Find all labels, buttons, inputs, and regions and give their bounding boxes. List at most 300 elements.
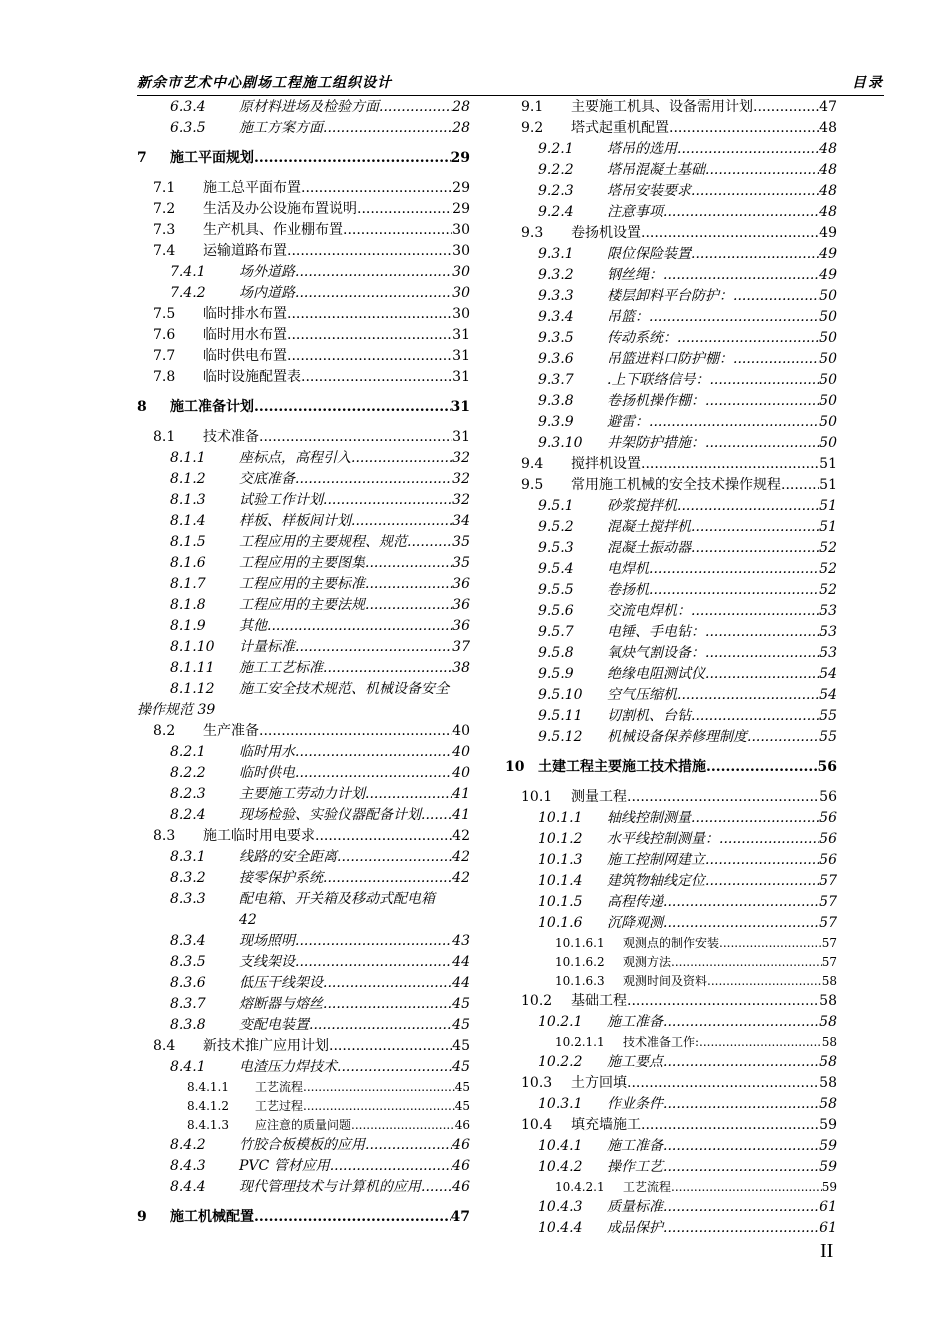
toc-entry-number: 6.3.4 — [170, 99, 206, 115]
toc-entry[interactable] — [505, 787, 837, 808]
toc-entry[interactable] — [137, 199, 470, 220]
toc-entry-title: 主要施工机具、设备需用计划 — [571, 99, 753, 115]
toc-entry[interactable] — [137, 616, 470, 637]
toc-leader-dots — [641, 1115, 819, 1136]
toc-page-number: 31 — [452, 327, 470, 343]
toc-entry-title: 运输道路布置 — [203, 243, 287, 259]
toc-entry-title: 主要施工劳动力计划 — [239, 786, 365, 802]
toc-entry[interactable] — [505, 370, 837, 391]
toc-entry-number: 8.2.1 — [170, 744, 206, 760]
toc-entry-number: 8.1.4 — [170, 513, 206, 529]
toc-entry[interactable] — [137, 325, 470, 346]
toc-entry[interactable] — [137, 595, 470, 616]
toc-entry[interactable] — [505, 829, 837, 850]
toc-entry[interactable] — [505, 412, 837, 433]
toc-entry[interactable] — [137, 742, 470, 763]
toc-entry-title: 施工准备 — [607, 1014, 663, 1030]
toc-entry[interactable] — [505, 757, 837, 778]
toc-entry-number: 8.2.4 — [170, 807, 206, 823]
toc-entry[interactable] — [505, 580, 837, 601]
toc-leader-dots — [323, 868, 452, 889]
toc-leader-dots — [709, 370, 819, 391]
toc-leader-dots — [337, 847, 452, 868]
toc-entry[interactable] — [137, 763, 470, 784]
document-title: 新余市艺术中心剧场工程施工组织设计 — [137, 75, 392, 91]
toc-page-number: 36 — [452, 618, 470, 634]
toc-page-number: 28 — [452, 99, 470, 115]
toc-entry-number: 8 — [137, 399, 147, 415]
toc-entry-title: 机械设备保养修理制度 — [607, 729, 747, 745]
toc-page-number: 58 — [821, 1035, 837, 1049]
toc-entry[interactable] — [505, 934, 837, 953]
toc-entry[interactable] — [137, 532, 470, 553]
toc-entry-number: 10.4 — [521, 1117, 553, 1133]
toc-entry-title: 场内道路 — [239, 285, 295, 301]
toc-entry-title: 建筑物轴线定位 — [607, 873, 705, 889]
toc-entry[interactable] — [505, 1157, 837, 1178]
toc-entry[interactable] — [505, 1052, 837, 1073]
toc-page-number: 30 — [452, 306, 470, 322]
toc-entry[interactable] — [137, 469, 470, 490]
toc-entry-title: 填充墙施工 — [571, 1117, 641, 1133]
toc-entry-number: 10.3 — [521, 1075, 553, 1091]
toc-page-number: 61 — [819, 1199, 837, 1215]
toc-entry-number: 8.3.8 — [170, 1017, 206, 1033]
toc-entry-number: 9.5.3 — [538, 540, 574, 556]
toc-entry-number: 7.8 — [153, 369, 176, 385]
toc-entry-title: 场外道路 — [239, 264, 295, 280]
toc-page-number: 31 — [452, 369, 470, 385]
toc-entry-title: 塔式起重机配置 — [571, 120, 669, 136]
toc-entry-title: 井架防护措施： — [607, 435, 705, 451]
toc-entry[interactable] — [137, 1156, 470, 1177]
toc-entry-title: .上下联络信号： — [607, 372, 710, 388]
toc-entry-number: 9.3.1 — [538, 246, 574, 262]
toc-entry[interactable] — [505, 454, 837, 475]
toc-entry[interactable] — [137, 1207, 470, 1228]
toc-entry[interactable] — [137, 574, 470, 595]
toc-leader-dots — [649, 580, 819, 601]
toc-entry-title: 竹胶合板模板的应用 — [239, 1137, 365, 1153]
toc-leader-dots — [330, 1156, 452, 1177]
toc-entry[interactable] — [137, 490, 470, 511]
toc-leader-dots — [323, 118, 452, 139]
toc-entry-number: 8.4 — [153, 1038, 176, 1054]
toc-page-number: 57 — [819, 894, 837, 910]
toc-entry-title: 高程传递 — [607, 894, 663, 910]
toc-entry[interactable] — [137, 994, 470, 1015]
toc-entry-title: 避雷： — [607, 414, 649, 430]
toc-entry[interactable] — [137, 973, 470, 994]
toc-leader-dots — [663, 202, 819, 223]
toc-entry-title: 熔断器与熔丝 — [239, 996, 323, 1012]
toc-entry-title: 操作工艺 — [607, 1159, 663, 1175]
toc-entry[interactable] — [505, 685, 837, 706]
toc-entry[interactable] — [505, 1094, 837, 1115]
toc-entry[interactable] — [505, 1073, 837, 1094]
toc-entry[interactable] — [505, 118, 837, 139]
toc-leader-dots — [323, 490, 452, 511]
toc-entry[interactable] — [137, 721, 470, 742]
toc-page-number: 35 — [452, 555, 470, 571]
toc-leader-dots — [337, 1057, 452, 1078]
toc-leader-dots — [705, 433, 819, 454]
toc-page-number: 31 — [452, 348, 470, 364]
toc-page-number: 45 — [452, 1038, 470, 1054]
toc-entry[interactable] — [505, 202, 837, 223]
toc-entry-title: 卷扬机操作棚： — [607, 393, 705, 409]
toc-leader-dots — [323, 658, 452, 679]
toc-entry[interactable] — [137, 679, 470, 721]
toc-entry[interactable] — [505, 517, 837, 538]
toc-page-number: 53 — [819, 624, 837, 640]
toc-entry-number: 9.5.1 — [538, 498, 574, 514]
header-rule — [137, 95, 884, 96]
toc-leader-dots — [421, 805, 452, 826]
toc-entry-title: 质量标准 — [607, 1199, 663, 1215]
toc-leader-dots — [707, 972, 822, 991]
toc-entry-number: 9.5.4 — [538, 561, 574, 577]
toc-page-number: 50 — [819, 288, 837, 304]
toc-page-number: 50 — [819, 351, 837, 367]
toc-leader-dots — [343, 220, 452, 241]
toc-entry[interactable] — [505, 433, 837, 454]
toc-entry-title: 钢丝绳： — [607, 267, 663, 283]
toc-entry[interactable] — [505, 391, 837, 412]
toc-entry-number: 7.2 — [153, 201, 176, 217]
toc-entry-number: 9.3.6 — [538, 351, 574, 367]
toc-page-number: 51 — [819, 477, 837, 493]
toc-leader-dots — [357, 199, 452, 220]
toc-page-number: 28 — [452, 120, 470, 136]
toc-entry[interactable] — [137, 304, 470, 325]
toc-entry[interactable] — [137, 397, 470, 418]
toc-entry[interactable] — [137, 448, 470, 469]
toc-entry[interactable] — [137, 118, 470, 139]
toc-entry-number: 9.5.10 — [538, 687, 583, 703]
toc-entry[interactable] — [137, 826, 470, 847]
toc-entry[interactable] — [505, 643, 837, 664]
toc-page-number: 30 — [452, 285, 470, 301]
toc-entry[interactable] — [137, 511, 470, 532]
toc-page-number: 48 — [819, 162, 837, 178]
toc-entry[interactable] — [137, 1177, 470, 1198]
toc-entry-number: 9.5.12 — [538, 729, 583, 745]
toc-leader-dots — [295, 262, 452, 283]
toc-entry-title: 生活及办公设施布置说明 — [203, 201, 357, 217]
toc-entry[interactable] — [137, 1036, 470, 1057]
toc-entry-title: 卷扬机 — [607, 582, 649, 598]
toc-leader-dots — [323, 994, 452, 1015]
toc-entry[interactable] — [505, 1218, 837, 1239]
toc-entry-title: 混凝土搅拌机 — [607, 519, 691, 535]
toc-leader-dots — [627, 991, 819, 1012]
toc-entry[interactable] — [505, 706, 837, 727]
toc-entry-title: 测量工程 — [571, 789, 627, 805]
toc-leader-dots — [753, 97, 819, 118]
toc-entry-number: 9.5.2 — [538, 519, 574, 535]
toc-page-number: 48 — [819, 120, 837, 136]
toc-page-number: 54 — [819, 687, 837, 703]
toc-entry-title: 施工总平面布置 — [203, 180, 301, 196]
toc-entry[interactable] — [137, 553, 470, 574]
toc-entry-title: 线路的安全距离 — [239, 849, 337, 865]
toc-entry[interactable] — [505, 328, 837, 349]
toc-entry[interactable] — [137, 868, 470, 889]
toc-page-number: 53 — [819, 645, 837, 661]
toc-entry-title: 施工准备 — [607, 1138, 663, 1154]
toc-leader-dots — [303, 1078, 455, 1097]
toc-leader-dots — [323, 973, 452, 994]
toc-entry-title: 接零保护系统 — [239, 870, 323, 886]
toc-page-number: 59 — [819, 1138, 837, 1154]
toc-page-number: 51 — [819, 519, 837, 535]
toc-entry[interactable] — [505, 1115, 837, 1136]
toc-page-number: 58 — [819, 1096, 837, 1112]
toc-leader-dots — [365, 784, 452, 805]
toc-entry-number: 10.1.4 — [538, 873, 583, 889]
toc-entry-number: 10.2.1 — [538, 1014, 583, 1030]
toc-entry-number: 8.3.2 — [170, 870, 206, 886]
toc-entry[interactable] — [137, 1015, 470, 1036]
toc-page-number: 30 — [452, 222, 470, 238]
toc-entry-number: 8.1.5 — [170, 534, 206, 550]
toc-leader-dots — [351, 1116, 455, 1135]
toc-entry[interactable] — [137, 658, 470, 679]
toc-leader-dots — [315, 826, 452, 847]
toc-leader-dots — [705, 643, 819, 664]
toc-entry[interactable] — [505, 991, 837, 1012]
toc-entry-number: 8.3 — [153, 828, 176, 844]
toc-entry[interactable] — [137, 784, 470, 805]
toc-entry-number: 10.3.1 — [538, 1096, 583, 1112]
toc-entry[interactable] — [505, 972, 837, 991]
toc-entry-number: 9.2.3 — [538, 183, 574, 199]
toc-entry[interactable] — [505, 1197, 837, 1218]
toc-entry[interactable] — [505, 871, 837, 892]
toc-entry[interactable] — [505, 160, 837, 181]
toc-entry[interactable] — [137, 1116, 470, 1135]
toc-entry[interactable] — [505, 622, 837, 643]
toc-page-number: 57 — [819, 915, 837, 931]
toc-entry-number: 8.4.1 — [170, 1059, 206, 1075]
toc-entry-title: 绝缘电阻测试仪 — [607, 666, 705, 682]
toc-leader-dots — [379, 97, 452, 118]
toc-entry-number: 7.4 — [153, 243, 176, 259]
toc-entry-number: 8.3.1 — [170, 849, 206, 865]
toc-entry[interactable] — [137, 1057, 470, 1078]
toc-leader-dots — [301, 367, 452, 388]
toc-entry[interactable] — [505, 1136, 837, 1157]
toc-entry[interactable] — [505, 913, 837, 934]
toc-leader-dots — [691, 706, 819, 727]
toc-entry[interactable] — [505, 892, 837, 913]
toc-leader-dots — [407, 532, 452, 553]
toc-entry-title: 吊篮： — [607, 309, 649, 325]
toc-entry-number: 9.5.11 — [538, 708, 583, 724]
toc-entry-number: 7.6 — [153, 327, 176, 343]
toc-entry[interactable] — [505, 244, 837, 265]
toc-entry-title: 工程应用的主要规程、规范 — [239, 534, 407, 550]
toc-entry[interactable] — [505, 139, 837, 160]
toc-entry[interactable] — [505, 475, 837, 496]
toc-leader-dots — [691, 601, 819, 622]
toc-leader-dots — [663, 1052, 819, 1073]
toc-leader-dots — [671, 1178, 822, 1197]
toc-entry-number: 8.1.9 — [170, 618, 206, 634]
toc-entry[interactable] — [505, 559, 837, 580]
toc-page-number: 46 — [452, 1137, 470, 1153]
toc-entry[interactable] — [137, 262, 470, 283]
toc-page-number: 50 — [819, 372, 837, 388]
toc-page-number: 30 — [452, 264, 470, 280]
toc-entry-number: 10.1 — [521, 789, 553, 805]
toc-entry-number: 7.3 — [153, 222, 176, 238]
toc-entry[interactable] — [505, 1178, 837, 1197]
toc-entry[interactable] — [505, 850, 837, 871]
toc-entry[interactable] — [137, 148, 470, 169]
toc-leader-dots — [663, 892, 819, 913]
toc-leader-dots — [719, 829, 819, 850]
toc-entry-title: 交流电焊机： — [607, 603, 691, 619]
toc-entry-title: 生产机具、作业棚布置 — [203, 222, 343, 238]
toc-entry-title: 现场检验、实验仪器配备计划 — [239, 807, 421, 823]
toc-entry[interactable] — [137, 637, 470, 658]
toc-leader-dots — [706, 757, 818, 778]
toc-leader-dots — [295, 742, 452, 763]
toc-entry[interactable] — [505, 349, 837, 370]
toc-entry[interactable] — [137, 931, 470, 952]
toc-leader-dots — [663, 1136, 819, 1157]
toc-entry[interactable] — [505, 664, 837, 685]
toc-page-number: 54 — [819, 666, 837, 682]
toc-leader-dots — [287, 325, 452, 346]
toc-entry[interactable] — [505, 1033, 837, 1052]
toc-entry[interactable] — [137, 346, 470, 367]
toc-entry-title: 氧炔气割设备： — [607, 645, 705, 661]
toc-leader-dots — [733, 286, 819, 307]
toc-page-number: 57 — [821, 936, 837, 950]
toc-page-number: 42 — [452, 828, 470, 844]
toc-entry[interactable] — [137, 1078, 470, 1097]
toc-leader-dots — [699, 1033, 822, 1052]
toc-entry-title: 施工临时用电要求 — [203, 828, 315, 844]
toc-page-number: 55 — [819, 729, 837, 745]
toc-entry[interactable] — [137, 241, 470, 262]
toc-entry[interactable] — [137, 1097, 470, 1116]
toc-page-number: 55 — [819, 708, 837, 724]
toc-entry[interactable] — [505, 223, 837, 244]
toc-entry[interactable] — [505, 953, 837, 972]
toc-entry-title: 注意事项 — [607, 204, 663, 220]
toc-entry-number: 10.1.6 — [538, 915, 583, 931]
toc-page-number: 57 — [821, 955, 837, 969]
toc-entry-title: 临时供电布置 — [203, 348, 287, 364]
toc-leader-dots — [677, 685, 819, 706]
toc-leader-dots — [663, 1218, 819, 1239]
toc-page-number: 41 — [452, 786, 470, 802]
toc-page-number: 47 — [450, 1209, 470, 1225]
toc-entry-title: 施工要点 — [607, 1054, 663, 1070]
toc-leader-dots — [649, 307, 819, 328]
toc-leader-dots — [254, 148, 451, 169]
toc-entry[interactable] — [137, 805, 470, 826]
toc-leader-dots — [287, 346, 452, 367]
toc-entry[interactable] — [505, 808, 837, 829]
toc-entry-number: 9.2.1 — [538, 141, 574, 157]
toc-leader-dots — [663, 1197, 819, 1218]
toc-leader-dots — [663, 1094, 819, 1115]
toc-entry-title: 技术准备 — [203, 429, 259, 445]
toc-leader-dots — [663, 1157, 819, 1178]
toc-entry[interactable] — [137, 220, 470, 241]
toc-leader-dots — [254, 1207, 451, 1228]
toc-entry[interactable] — [505, 265, 837, 286]
toc-entry-title: 工程应用的主要标准 — [239, 576, 365, 592]
toc-leader-dots — [259, 427, 452, 448]
toc-leader-dots — [705, 850, 819, 871]
toc-leader-dots — [649, 559, 819, 580]
toc-entry[interactable] — [505, 307, 837, 328]
toc-entry[interactable] — [505, 286, 837, 307]
toc-leader-dots — [691, 538, 819, 559]
toc-entry-number: 8.4.1.3 — [187, 1118, 229, 1132]
toc-entry[interactable] — [137, 283, 470, 304]
toc-entry[interactable] — [505, 97, 837, 118]
toc-entry[interactable] — [505, 1012, 837, 1033]
toc-entry-title: 观测方法 — [623, 955, 672, 969]
toc-leader-dots — [365, 553, 452, 574]
toc-entry-number: 8.4.4 — [170, 1179, 206, 1195]
toc-entry[interactable] — [505, 181, 837, 202]
toc-entry-number: 9.3.10 — [538, 435, 583, 451]
toc-page-number: 49 — [819, 267, 837, 283]
toc-entry[interactable] — [137, 847, 470, 868]
toc-page-number: 50 — [819, 393, 837, 409]
toc-entry-number: 8.1 — [153, 429, 176, 445]
toc-leader-dots — [781, 475, 819, 496]
toc-entry[interactable] — [505, 727, 837, 748]
toc-entry[interactable] — [505, 538, 837, 559]
toc-leader-dots — [649, 412, 819, 433]
toc-page-number: 49 — [819, 246, 837, 262]
toc-entry[interactable] — [137, 367, 470, 388]
toc-entry[interactable] — [505, 601, 837, 622]
toc-entry-title: 空气压缩机 — [607, 687, 677, 703]
toc-entry[interactable] — [137, 952, 470, 973]
toc-entry-title: 楼层卸料平台防护： — [607, 288, 733, 304]
toc-entry[interactable] — [137, 1135, 470, 1156]
toc-leader-dots — [287, 241, 452, 262]
toc-entry[interactable] — [137, 178, 470, 199]
toc-entry-number: 8.1.10 — [170, 639, 215, 655]
toc-entry[interactable] — [137, 427, 470, 448]
toc-entry-number: 7.7 — [153, 348, 176, 364]
toc-entry-title: 吊篮进料口防护棚： — [607, 351, 733, 367]
toc-leader-dots — [329, 1036, 452, 1057]
toc-leader-dots — [295, 283, 452, 304]
toc-entry[interactable] — [505, 496, 837, 517]
toc-entry-title-continued: 操作规范 39 — [137, 702, 216, 718]
toc-leader-dots — [691, 808, 819, 829]
toc-entry-title: 塔吊混凝土基础 — [607, 162, 705, 178]
toc-leader-dots — [669, 118, 819, 139]
toc-entry[interactable] — [137, 889, 470, 931]
toc-entry-title: 基础工程 — [571, 993, 627, 1009]
toc-leader-dots — [705, 871, 819, 892]
toc-entry[interactable] — [137, 97, 470, 118]
toc-entry-number: 9.3.5 — [538, 330, 574, 346]
